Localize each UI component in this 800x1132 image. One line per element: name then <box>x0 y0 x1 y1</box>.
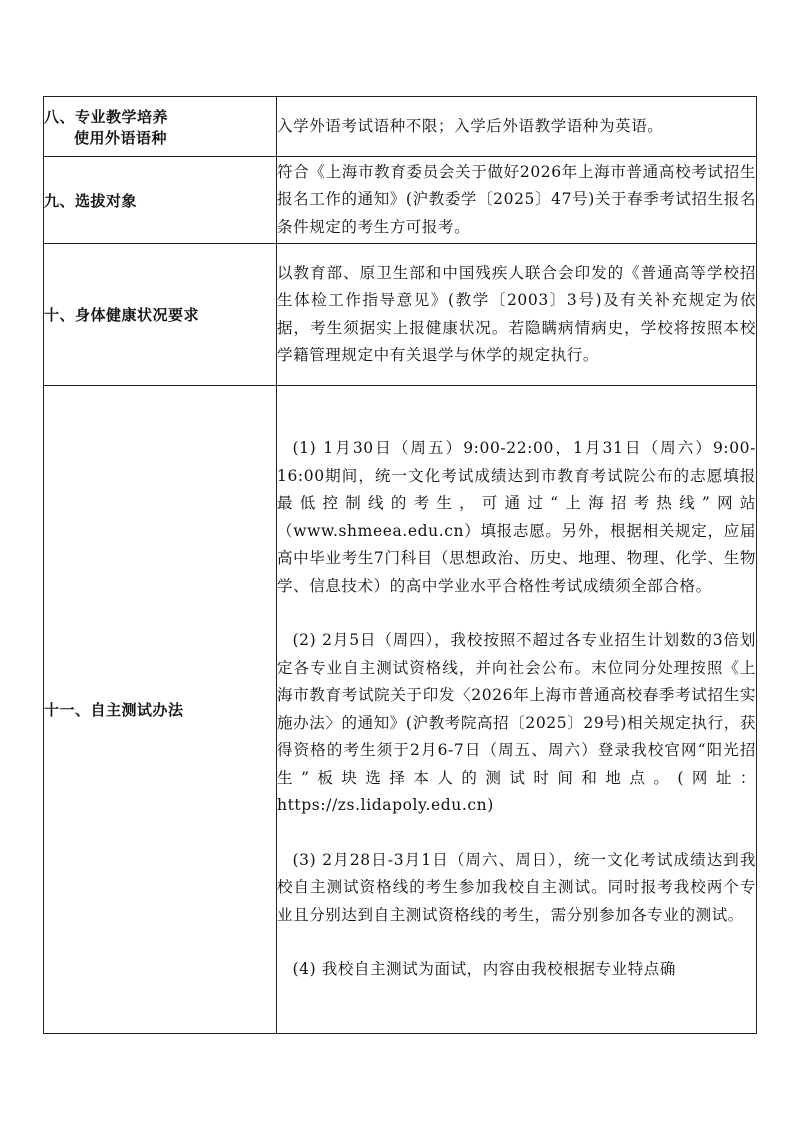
row-label-health-requirement: 十、身体健康状况要求 <box>44 244 277 386</box>
row-content-selection-target: 符合《上海市教育委员会关于做好2026年上海市普通高校考试招生报名工作的通知》(沪教委学〔2025〕47号)关于春季考试招生报名条件规定的考生方可报考。 <box>277 157 757 244</box>
self-test-paragraph-1: (1) 1月30日（周五）9:00-22:00，1月31日（周六）9:00-16:00期间，统一文化考试成绩达到市教育考试院公布的志愿填报最低控制线的考生，可通过“上海招考热线”网站（www.shmeea.edu.cn）填报志愿。另外，根据相关规定，应届高中毕业考生7门科目（思想政治、历史、地理、物理、化学、生物学、信息技术）的高中学业水平合格性考试成绩须全部合格。 <box>277 439 756 595</box>
table-row <box>44 244 757 386</box>
row-content-health-requirement: 以教育部、原卫生部和中国残疾人联合会印发的《普通高等学校招生体检工作指导意见》(教学〔2003〕3号)及有关补充规定为依据，考生须据实上报健康状况。若隐瞒病情病史，学校将按照本校学籍管理规定中有关退学与休学的规定执行。 <box>277 244 757 386</box>
row-content-self-test-method <box>277 386 757 1034</box>
admission-info-table <box>43 96 757 1034</box>
table-row <box>44 386 757 1034</box>
table-row <box>44 97 757 157</box>
label-line-1: 八、专业教学培养 <box>44 107 169 126</box>
row-label-foreign-language <box>44 97 277 157</box>
self-test-label: 十一、自主测试办法 <box>44 701 184 719</box>
row-content-foreign-language: 入学外语考试语种不限；入学后外语教学语种为英语。 <box>277 97 757 157</box>
label-line-2: 使用外语语种 <box>74 128 168 147</box>
self-test-paragraph-4: (4) 我校自主测试为面试，内容由我校根据专业特点确 <box>292 960 676 979</box>
table-row <box>44 157 757 244</box>
self-test-paragraph-2: (2) 2月5日（周四），我校按照不超过各专业招生计划数的3倍划定各专业自主测试资格线，并向社会公布。末位同分处理按照《上海市教育考试院关于印发〈2026年上海市普通高校春季考试招生实施办法〉的通知》(沪教考院高招〔2025〕29号)相关规定执行，获得资格的考生须于2月6-7日（周五、周六）登录我校官网“阳光招生”板块选择本人的测试时间和地点。(网址：https://zs.lidapoly.edu.cn) <box>277 631 756 815</box>
row-label-selection-target: 九、选拔对象 <box>44 157 277 244</box>
row-label-self-test-method <box>44 386 277 1034</box>
self-test-paragraph-3: (3) 2月28日-3月1日（周六、周日），统一文化考试成绩达到我校自主测试资格线的考生参加我校自主测试。同时报考我校两个专业且分别达到自主测试资格线的考生，需分别参加各专业的测试。 <box>277 850 756 924</box>
